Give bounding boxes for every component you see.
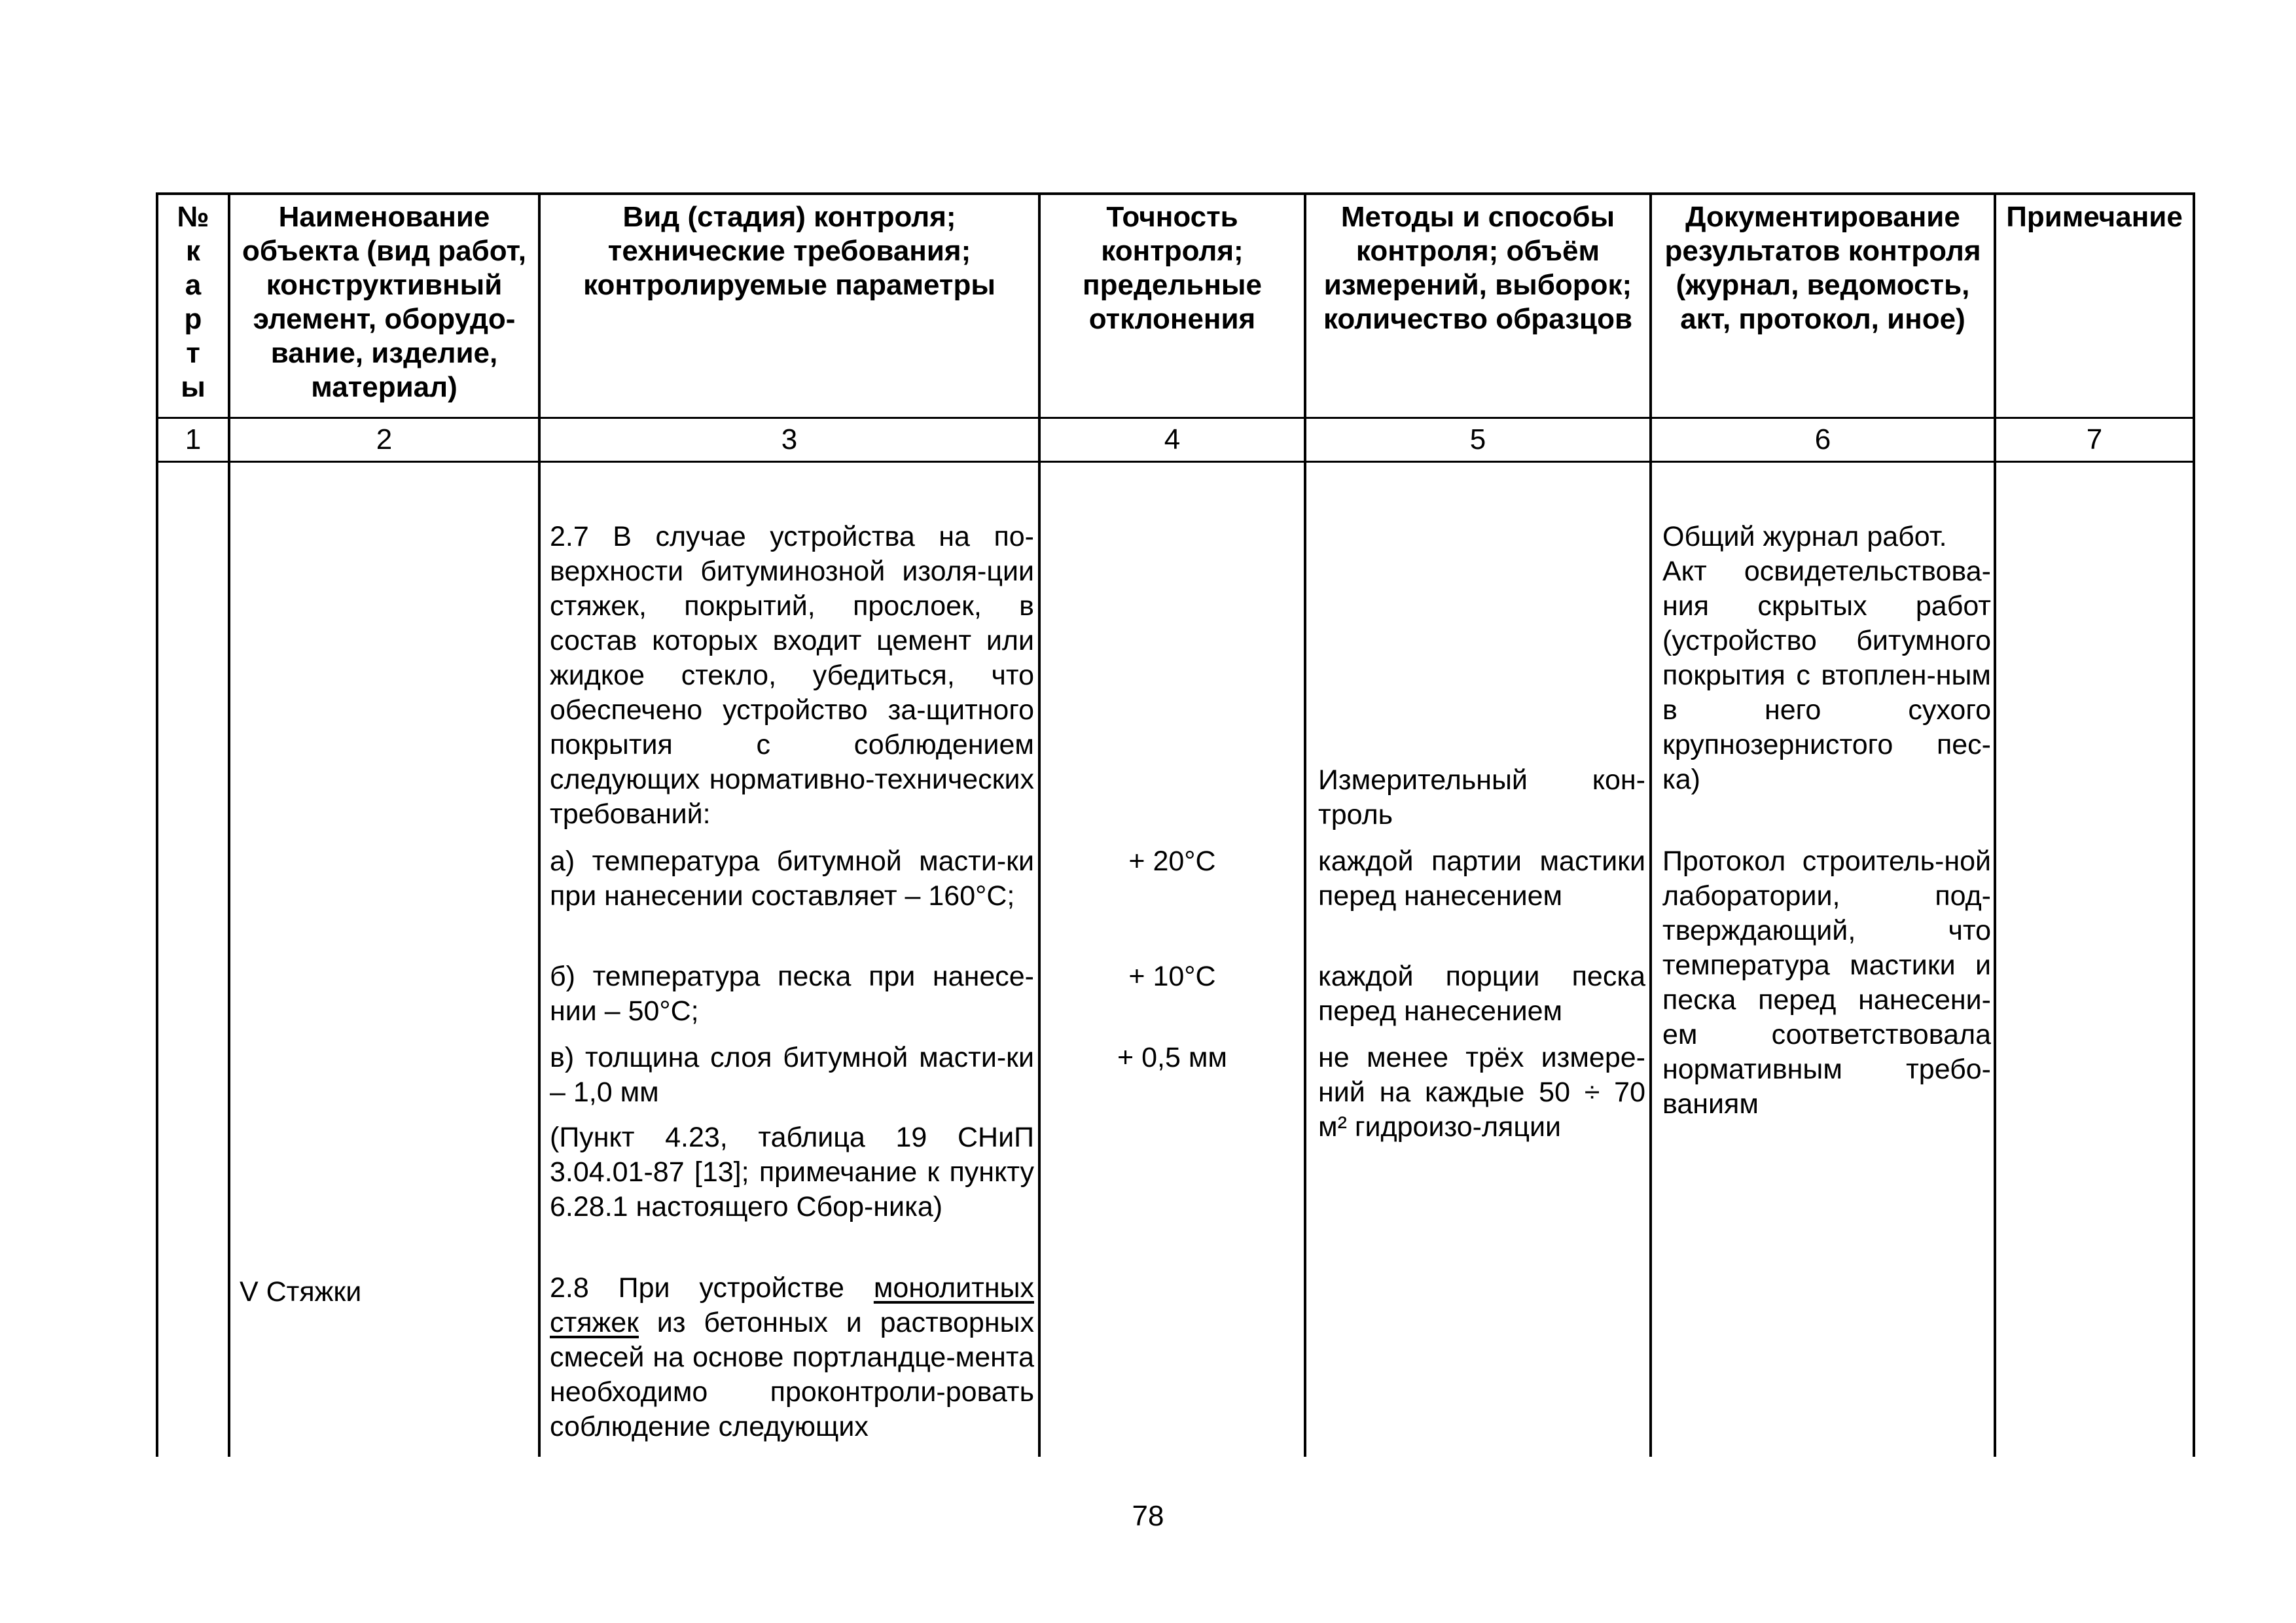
header-divider [156,417,2195,419]
header-object-name: Наименование объекта (вид работ, конструктивный элемент, оборудо- вание, изделие, материал) [242,201,526,403]
header-methods: Методы и способы контроля; объём измерений, выборок; количество образцов [1323,201,1633,335]
column-number: 5 [1469,423,1486,455]
column-divider [1038,194,1041,1457]
documentation-protocol: Протокол строитель-ной лаборатории, под-тверждающий, что температура мастики и песка перед нанесени-ем соответствовала нормативным требо-ваниям [1662,846,1991,1120]
table-border-top [156,192,2195,195]
number-row-divider [156,461,2195,463]
header-documentation: Документирование результатов контроля (журнал, ведомость, акт, протокол, иное) [1664,201,1981,335]
documentation-journal: Общий журнал работ. Акт освидетельствова-ния скрытых работ (устройство битумного покрытия с втоплен-ным в него сухого крупнозернистого пес-ка) [1662,521,1991,795]
column-number: 2 [376,423,393,455]
header-card-number: № к а р т ы [177,201,209,403]
requirement-2-8 [550,1271,1034,1444]
column-number: 6 [1814,423,1831,455]
tolerance-a: + 20°С [1128,846,1216,877]
table-border-right [2193,194,2195,1457]
column-number: 1 [185,423,202,455]
requirement-v: в) толщина слоя битумной масти-ки – 1,0 мм [550,1042,1034,1108]
method-title: Измерительный кон-троль [1318,764,1645,830]
requirement-2-8-number: 2.8 При устройстве [550,1272,874,1304]
column-number: 3 [781,423,798,455]
requirement-b: б) температура песка при нанесе-нии – 50°С; [550,961,1034,1027]
requirement-2-8-underlined: монолитных стяжек [550,1272,1034,1338]
column-divider [1649,194,1652,1457]
requirement-a: а) температура битумной масти-ки при нанесении составляет – 160°С; [550,846,1034,912]
column-divider [1994,194,1996,1457]
method-b: каждой порции песка перед нанесением [1318,961,1645,1027]
tolerance-b: + 10°С [1128,961,1216,992]
tolerance-v: + 0,5 мм [1117,1042,1227,1073]
column-divider [1304,194,1306,1457]
requirement-2-7: 2.7 В случае устройства на по-верхности битуминозной изоля-ции стяжек, покрытий, прослоек, в состав которых входит цемент или жидкое стекло, убедиться, что обеспечено устройство за-щитного покрытия с соблюдением следующих нормативно-технических требований: [550,521,1034,830]
header-accuracy: Точность контроля; предельные отклонения [1083,201,1262,335]
column-number: 7 [2086,423,2103,455]
page-number: 78 [1132,1500,1164,1532]
column-divider [538,194,541,1457]
method-v: не менее трёх измере-ний на каждые 50 ÷ 70 м² гидроизо-ляции [1318,1042,1645,1143]
method-a: каждой партии мастики перед нанесением [1318,846,1645,912]
header-control-type: Вид (стадия) контроля; технические требования; контролируемые параметры [583,201,996,301]
object-name: V Стяжки [240,1276,362,1308]
header-note: Примечание [2006,201,2183,233]
column-number: 4 [1164,423,1181,455]
requirement-2-8-text: из бетонных и растворных смесей на основе портландце-мента необходимо проконтроли-ровать соблюдение следующих [550,1307,1034,1442]
requirement-reference: (Пункт 4.23, таблица 19 СНиП 3.04.01-87 [13]; примечание к пункту 6.28.1 настоящего Сбор-ника) [550,1122,1034,1222]
